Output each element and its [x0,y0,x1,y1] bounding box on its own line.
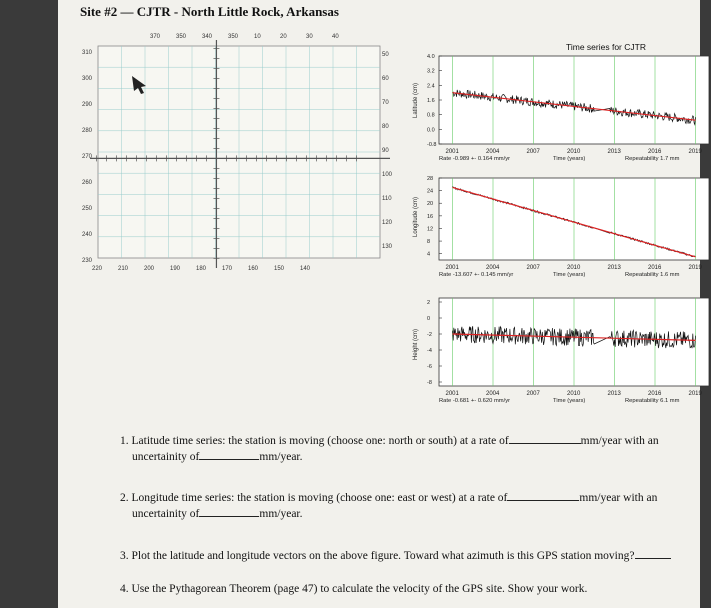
polar-right-label: 60 [382,76,389,82]
y-tick-label: 4 [427,251,431,258]
y-axis-label: Height (cm) [413,328,419,360]
polar-bottom-label: 140 [300,266,311,272]
polar-right-label: 90 [382,148,389,154]
x-tick-label: 2010 [567,391,581,397]
polar-right-label: 120 [382,220,393,226]
rate-label: Rate -13.607 +- 0.145 mm/yr [439,272,514,278]
polar-bottom-label: 180 [196,266,207,272]
y-tick-label: 20 [427,201,434,208]
polar-left-label: 270 [82,154,93,160]
y-tick-label: 1.6 [427,98,435,104]
x-axis-label: Time (years) [553,398,586,404]
polar-right-label: 50 [382,52,389,58]
polar-bottom-label: 170 [222,266,233,272]
polar-left-label: 300 [82,76,93,82]
time-series-chart-1 [413,54,709,162]
polar-bottom-label: 160 [248,266,259,272]
question-2-line2: uncertainity of [132,508,200,520]
y-tick-label: 3.2 [427,68,435,75]
x-tick-label: 2013 [607,265,621,271]
chart-title: Time series for CJTR [566,42,646,52]
polar-top-label: 370 [150,34,161,40]
question-1-post: mm/year. [259,451,303,463]
x-tick-label: 2004 [486,391,500,397]
x-tick-label: 2019 [688,149,702,155]
polar-top-label: 10 [254,34,261,40]
polar-top-label: 350 [228,34,239,40]
question-2-uncertainty-blank[interactable] [199,505,259,517]
y-tick-label: 4.0 [427,54,435,60]
y-tick-label: 0 [427,316,431,322]
page-title: Site #2 — CJTR - North Little Rock, Arkansas [80,4,339,19]
question-1-line2: uncertainity of [132,451,200,463]
question-2-post: mm/year. [259,508,303,520]
polar-top-label: 340 [202,34,213,40]
polar-bottom-label: 210 [118,266,129,272]
y-tick-label: -2 [427,332,432,338]
polar-bottom-label: 190 [170,266,181,272]
polar-right-label: 100 [382,172,393,178]
polar-left-label: 260 [82,180,93,186]
polar-left-label: 240 [82,232,93,238]
x-tick-label: 2007 [526,149,540,155]
polar-top-label: 30 [306,34,313,40]
x-tick-label: 2001 [445,391,459,397]
x-tick-label: 2010 [567,149,581,155]
y-tick-label: 28 [427,176,434,182]
repeatability-label: Repeatability 6.1 mm [625,398,680,404]
polar-bottom-label: 200 [144,266,155,272]
polar-top-label: 40 [332,34,339,40]
time-series-chart-3 [413,298,709,404]
y-tick-label: -0.8 [427,142,437,148]
polar-top-label: 350 [176,34,187,40]
question-1-text: 1. Latitude time series: the station is moving (choose one: north or south) at a rate of [120,435,509,447]
time-series-chart-2 [413,176,709,278]
question-4-text: 4. Use the Pythagorean Theorem (page 47) to calculate the velocity of the GPS site. Show your work. [120,583,588,595]
x-tick-label: 2016 [648,149,662,155]
polar-left-label: 290 [82,102,93,108]
y-axis-label: Latitude (cm) [413,82,419,118]
y-tick-label: -8 [427,380,432,386]
question-3-blank[interactable] [635,547,671,559]
x-tick-label: 2007 [526,391,540,397]
polar-bottom-label: 150 [274,266,285,272]
y-axis-label: Longitude (cm) [413,196,419,237]
x-tick-label: 2004 [486,265,500,271]
x-tick-label: 2001 [445,265,459,271]
x-axis-label: Time (years) [553,156,586,162]
x-tick-label: 2019 [688,391,702,397]
question-2-text: 2. Longitude time series: the station is moving (choose one: east or west) at a rate of [120,492,508,504]
question-3 [120,547,671,563]
x-axis-label: Time (years) [553,272,586,278]
y-tick-label: 0.8 [427,112,435,119]
question-2-mid: mm/year with an [579,492,658,504]
x-tick-label: 2016 [648,265,662,271]
x-tick-label: 2010 [567,265,581,271]
y-tick-label: 8 [427,239,431,246]
x-tick-label: 2007 [526,265,540,271]
polar-right-label: 80 [382,124,389,130]
rate-label: Rate -0.681 +- 0.620 mm/yr [439,398,511,404]
polar-left-label: 310 [82,50,93,56]
rate-label: Rate -0.989 +- 0.164 mm/yr [439,156,511,162]
polar-grid-figure [80,28,410,294]
x-tick-label: 2001 [445,149,459,155]
polar-bottom-label: 220 [92,266,103,272]
time-series-figure [391,40,711,420]
question-2 [120,489,680,521]
question-1-uncertainty-blank[interactable] [199,448,259,460]
question-3-text: 3. Plot the latitude and longitude vectors on the above figure. Toward what azimuth is this GPS station moving? [120,550,635,562]
x-tick-label: 2016 [648,391,662,397]
polar-left-label: 250 [82,206,93,212]
x-tick-label: 2004 [486,149,500,155]
y-tick-label: 2 [427,300,431,306]
y-tick-label: -6 [427,364,432,370]
polar-left-label: 230 [82,258,93,264]
polar-top-label: 20 [280,34,287,40]
y-tick-label: 2.4 [427,83,435,90]
question-1 [120,432,680,464]
y-tick-label: 16 [427,213,434,220]
x-tick-label: 2013 [607,149,621,155]
question-2-rate-blank[interactable] [507,489,579,501]
question-1-rate-blank[interactable] [509,432,581,444]
x-tick-label: 2013 [607,391,621,397]
polar-right-label: 110 [382,196,392,202]
question-1-mid: mm/year with an [580,435,659,447]
y-tick-label: 24 [427,188,434,195]
y-tick-label: 12 [427,226,434,233]
repeatability-label: Repeatability 1.7 mm [625,156,680,162]
polar-right-label: 70 [382,100,389,106]
y-tick-label: 0.0 [427,127,435,134]
question-4 [120,583,587,596]
repeatability-label: Repeatability 1.6 mm [625,272,680,278]
x-tick-label: 2019 [688,265,702,271]
y-tick-label: -4 [427,348,432,354]
worksheet-page [58,0,700,608]
polar-left-label: 280 [82,128,93,134]
polar-right-label: 130 [382,244,393,250]
